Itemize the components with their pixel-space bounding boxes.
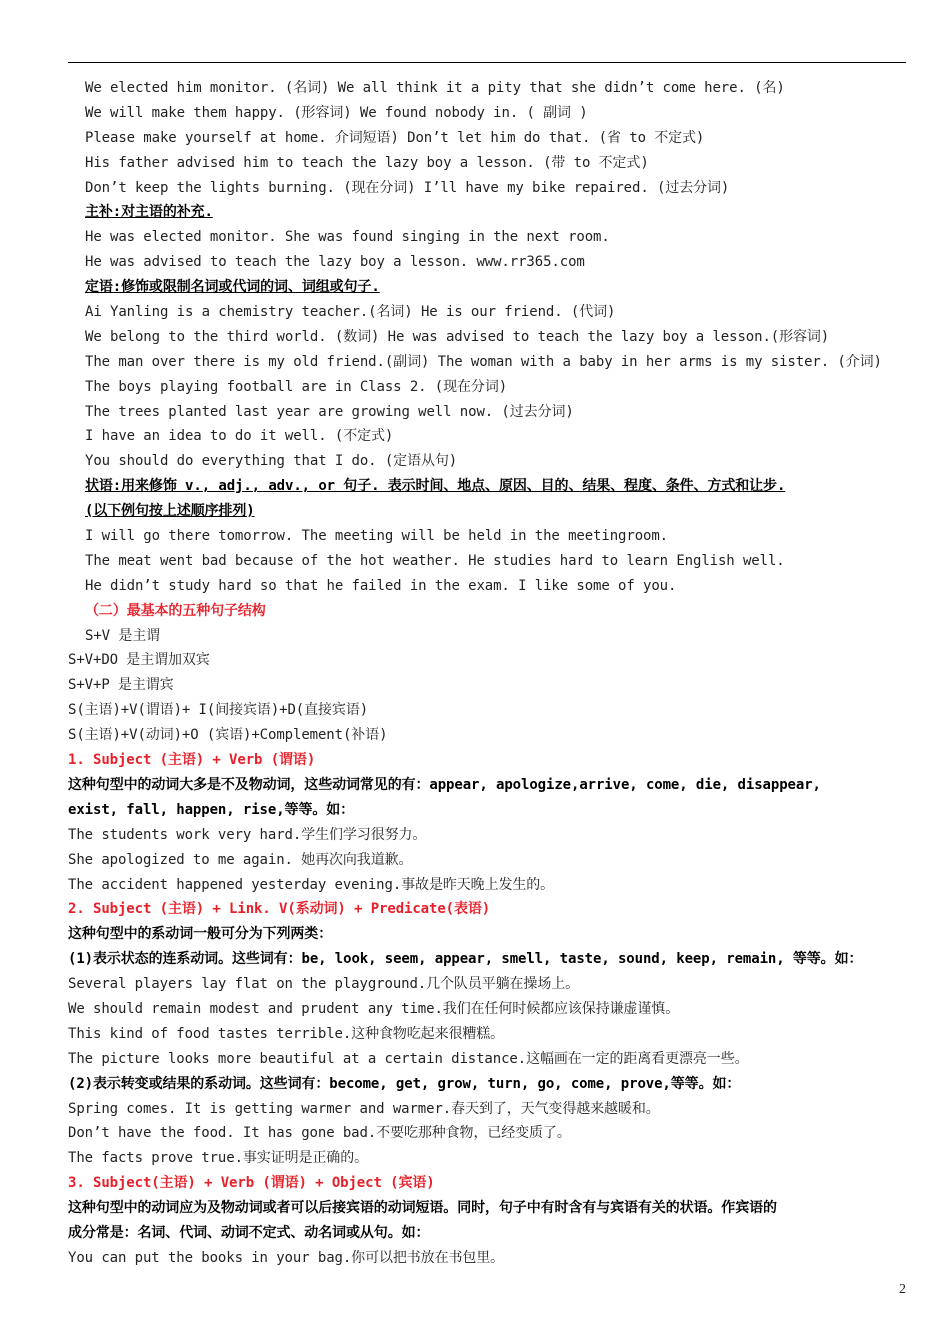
text-line: You should do everything that I do. (定语从句) — [85, 453, 458, 470]
text-line: 这种句型中的动词大多是不及物动词，这些动词常见的有：appear, apologize,arrive, come, die, disappear, — [68, 776, 821, 793]
pattern-heading: 2. Subject (主语) + Link. V(系动词) + Predicate(表语) — [68, 901, 491, 918]
section-heading: (以下例句按上述顺序排列) — [85, 503, 255, 520]
text-line: He was elected monitor. She was found singing in the next room. — [85, 229, 610, 246]
page-number: 2 — [899, 1282, 906, 1297]
text-line: Several players lay flat on the playground.几个队员平躺在操场上。 — [68, 976, 580, 993]
text-line: The picture looks more beautiful at a certain distance.这幅画在一定的距离看更漂亮一些。 — [68, 1050, 749, 1067]
text-line: (1)表示状态的连系动词。这些词有：be, look, seem, appear, smell, taste, sound, keep, remain, 等等。如： — [68, 951, 863, 968]
text-line: This kind of food tastes terrible.这种食物吃起来很糟糕。 — [68, 1025, 505, 1042]
text-line: We belong to the third world. (数词) He was advised to teach the lazy boy a lesson.(形容词) — [85, 328, 830, 345]
text-line: The meat went bad because of the hot weather. He studies hard to learn English well. — [85, 552, 785, 569]
text-line: You can put the books in your bag.你可以把书放在书包里。 — [68, 1249, 505, 1266]
text-line: The students work very hard.学生们学习很努力。 — [68, 826, 427, 843]
text-line: S(主语)+V(谓语)+ I(间接宾语)+D(直接宾语) — [68, 702, 369, 719]
section-heading: （二）最基本的五种句子结构 — [85, 602, 266, 619]
text-line: S(主语)+V(动词)+O (宾语)+Complement(补语) — [68, 727, 388, 744]
text-line: exist, fall, happen, rise,等等。如： — [68, 801, 355, 818]
text-line: S+V 是主谓 — [85, 627, 161, 644]
text-line: The trees planted last year are growing well now. (过去分词) — [85, 403, 574, 420]
text-line: S+V+P 是主谓宾 — [68, 677, 174, 694]
text-line: He didn’t study hard so that he failed in the exam. I like some of you. — [85, 577, 677, 594]
header-rule — [68, 62, 906, 63]
text-line: The facts prove true.事实证明是正确的。 — [68, 1150, 369, 1167]
text-line: She apologized to me again. 她再次向我道歉。 — [68, 851, 413, 868]
document-body — [68, 76, 908, 1271]
section-heading: 定语:修饰或限制名词或代词的词、词组或句子. — [85, 279, 380, 296]
text-line: 成分常是：名词、代词、动词不定式、动名词或从句。如： — [68, 1224, 430, 1241]
text-line: Don’t have the food. It has gone bad.不要吃那种食物，已经变质了。 — [68, 1125, 571, 1142]
text-line: The man over there is my old friend.(副词) The woman with a baby in her arms is my sister. (介词) — [85, 353, 882, 370]
text-line: The boys playing football are in Class 2. (现在分词) — [85, 378, 508, 395]
text-line: Please make yourself at home. 介词短语) Don’t let him do that. (省 to 不定式) — [85, 129, 705, 146]
text-line: He was advised to teach the lazy boy a lesson. www.rr365.com — [85, 254, 585, 271]
pattern-heading: 1. Subject (主语) + Verb (谓语) — [68, 752, 316, 769]
text-line: Spring comes. It is getting warmer and warmer.春天到了，天气变得越来越暖和。 — [68, 1100, 660, 1117]
text-line: His father advised him to teach the lazy boy a lesson. (带 to 不定式) — [85, 154, 649, 171]
section-heading: 状语:用来修饰 v., adj., adv., or 句子. 表示时间、地点、原因、目的、结果、程度、条件、方式和让步. — [85, 478, 786, 495]
section-heading: 主补:对主语的补充. — [85, 204, 213, 221]
text-line: 这种句型中的系动词一般可分为下列两类： — [68, 926, 333, 943]
text-line: The accident happened yesterday evening.事故是昨天晚上发生的。 — [68, 876, 555, 893]
text-line: I have an idea to do it well. (不定式) — [85, 428, 394, 445]
text-line: Don’t keep the lights burning. (现在分词) I’ll have my bike repaired. (过去分词) — [85, 179, 730, 196]
pattern-heading: 3. Subject(主语) + Verb (谓语) + Object (宾语) — [68, 1175, 435, 1192]
text-line: S+V+DO 是主谓加双宾 — [68, 652, 210, 669]
text-line: We should remain modest and prudent any time.我们在任何时候都应该保持谦虚谨慎。 — [68, 1000, 680, 1017]
text-line: (2)表示转变或结果的系动词。这些词有：become, get, grow, turn, go, come, prove,等等。如： — [68, 1075, 741, 1092]
text-line: Ai Yanling is a chemistry teacher.(名词) He is our friend. (代词) — [85, 304, 616, 321]
text-line: We will make them happy. (形容词) We found nobody in. ( 副词 ) — [85, 104, 588, 121]
text-line: We elected him monitor. (名词) We all think it a pity that she didn’t come here. (名) — [85, 80, 785, 96]
text-line: 这种句型中的动词应为及物动词或者可以后接宾语的动词短语。同时，句子中有时含有与宾语有关的状语。作宾语的 — [68, 1200, 777, 1217]
text-line: I will go there tomorrow. The meeting will be held in the meetingroom. — [85, 528, 669, 545]
